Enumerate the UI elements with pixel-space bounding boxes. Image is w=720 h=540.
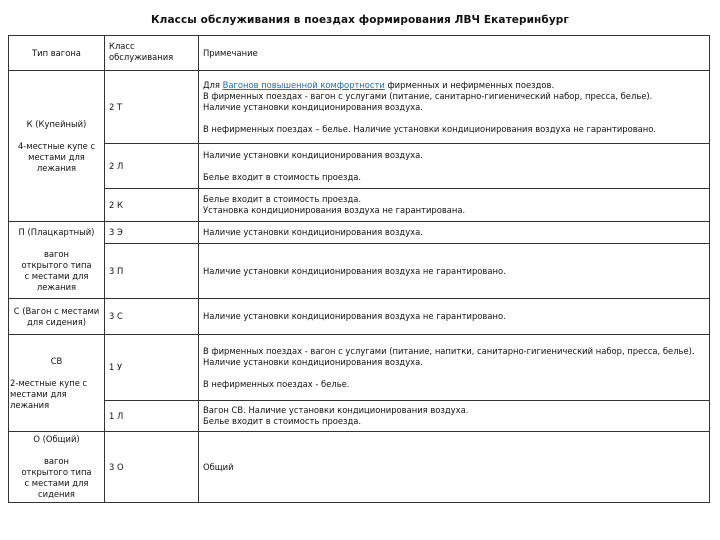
note-line: Установка кондиционирования воздуха не гарантирована. <box>203 205 466 215</box>
table-row <box>9 144 710 189</box>
car-type-desc: вагон открытого типа с местами для сидения <box>21 456 92 499</box>
service-class: 1 У <box>105 335 199 401</box>
car-type-desc: 2-местные купе с местами для лежания <box>10 377 88 410</box>
car-type-name: О (Общий) <box>33 434 80 444</box>
service-class: 3 Э <box>105 222 199 244</box>
note-cell <box>199 144 710 189</box>
table-row <box>9 432 710 503</box>
table-row <box>9 244 710 299</box>
car-type-desc: вагон открытого типа с местами для лежания <box>21 249 92 292</box>
table-row <box>9 335 710 401</box>
note-line: В нефирменных поездах - белье. <box>203 378 350 389</box>
comfort-cars-link[interactable]: Вагонов повышенной комфортности <box>222 79 385 90</box>
note-line: Белье входит в стоимость проезда. <box>203 416 362 426</box>
note-line: В нефирменных поездах – белье. Наличие установки кондиционирования воздуха не гарантировано. <box>203 123 657 134</box>
car-type-o <box>9 432 105 503</box>
service-class: 2 Т <box>105 71 199 144</box>
table-row <box>9 299 710 335</box>
car-type-desc: 4-местные купе с местами для лежания <box>17 140 96 173</box>
note-line: Наличие установки кондиционирования воздуха. <box>203 149 423 160</box>
note-line: Белье входит в стоимость проезда. <box>203 171 362 182</box>
car-type-c: С (Вагон с местами для сидения) <box>9 299 105 335</box>
note-cell: Общий <box>199 432 710 503</box>
note-cell <box>199 335 710 401</box>
car-type-name: СВ <box>50 355 63 366</box>
note-line: В фирменных поездах - вагон с услугами (питание, санитарно-гигиенический набор, пресса, белье). <box>203 90 653 101</box>
header-service-class: Класс обслуживания <box>105 36 199 71</box>
car-type-p <box>9 222 105 299</box>
note-line: Наличие установки кондиционирования воздуха. <box>203 101 423 112</box>
car-type-k <box>9 71 105 222</box>
page-title: Классы обслуживания в поездах формирования ЛВЧ Екатеринбург <box>150 14 569 26</box>
note-line: В фирменных поездах - вагон с услугами (питание, напитки, санитарно-гигиенический набор, пресса, белье). <box>203 345 695 356</box>
note-cell: Наличие установки кондиционирования воздуха. <box>199 222 710 244</box>
note-cell <box>199 401 710 432</box>
note-cell <box>199 189 710 222</box>
note-line: Наличие установки кондиционирования воздуха. <box>203 356 423 367</box>
table-row <box>9 71 710 144</box>
car-type-name: К (Купейный) <box>26 118 87 129</box>
note-line: Вагон СВ. Наличие установки кондиционирования воздуха. <box>203 405 469 415</box>
note-cell <box>199 71 710 144</box>
service-classes-table <box>8 35 710 503</box>
table-row <box>9 222 710 244</box>
note-line: Белье входит в стоимость проезда. <box>203 194 362 204</box>
header-car-type: Тип вагона <box>9 36 105 71</box>
note-cell: Наличие установки кондиционирования воздуха не гарантировано. <box>199 244 710 299</box>
service-class: 2 К <box>105 189 199 222</box>
table-header-row <box>9 36 710 71</box>
service-class: 1 Л <box>105 401 199 432</box>
service-class: 3 С <box>105 299 199 335</box>
service-class: 2 Л <box>105 144 199 189</box>
car-type-sv <box>9 335 105 432</box>
note-cell: Наличие установки кондиционирования воздуха не гарантировано. <box>199 299 710 335</box>
car-type-name: П (Плацкартный) <box>18 227 95 237</box>
header-note: Примечание <box>199 36 710 71</box>
service-class: 3 О <box>105 432 199 503</box>
note-line: Для Вагонов повышенной комфортности фирменных и нефирменных поездов. <box>203 79 555 90</box>
table-row <box>9 189 710 222</box>
table-row <box>9 401 710 432</box>
service-class: 3 П <box>105 244 199 299</box>
